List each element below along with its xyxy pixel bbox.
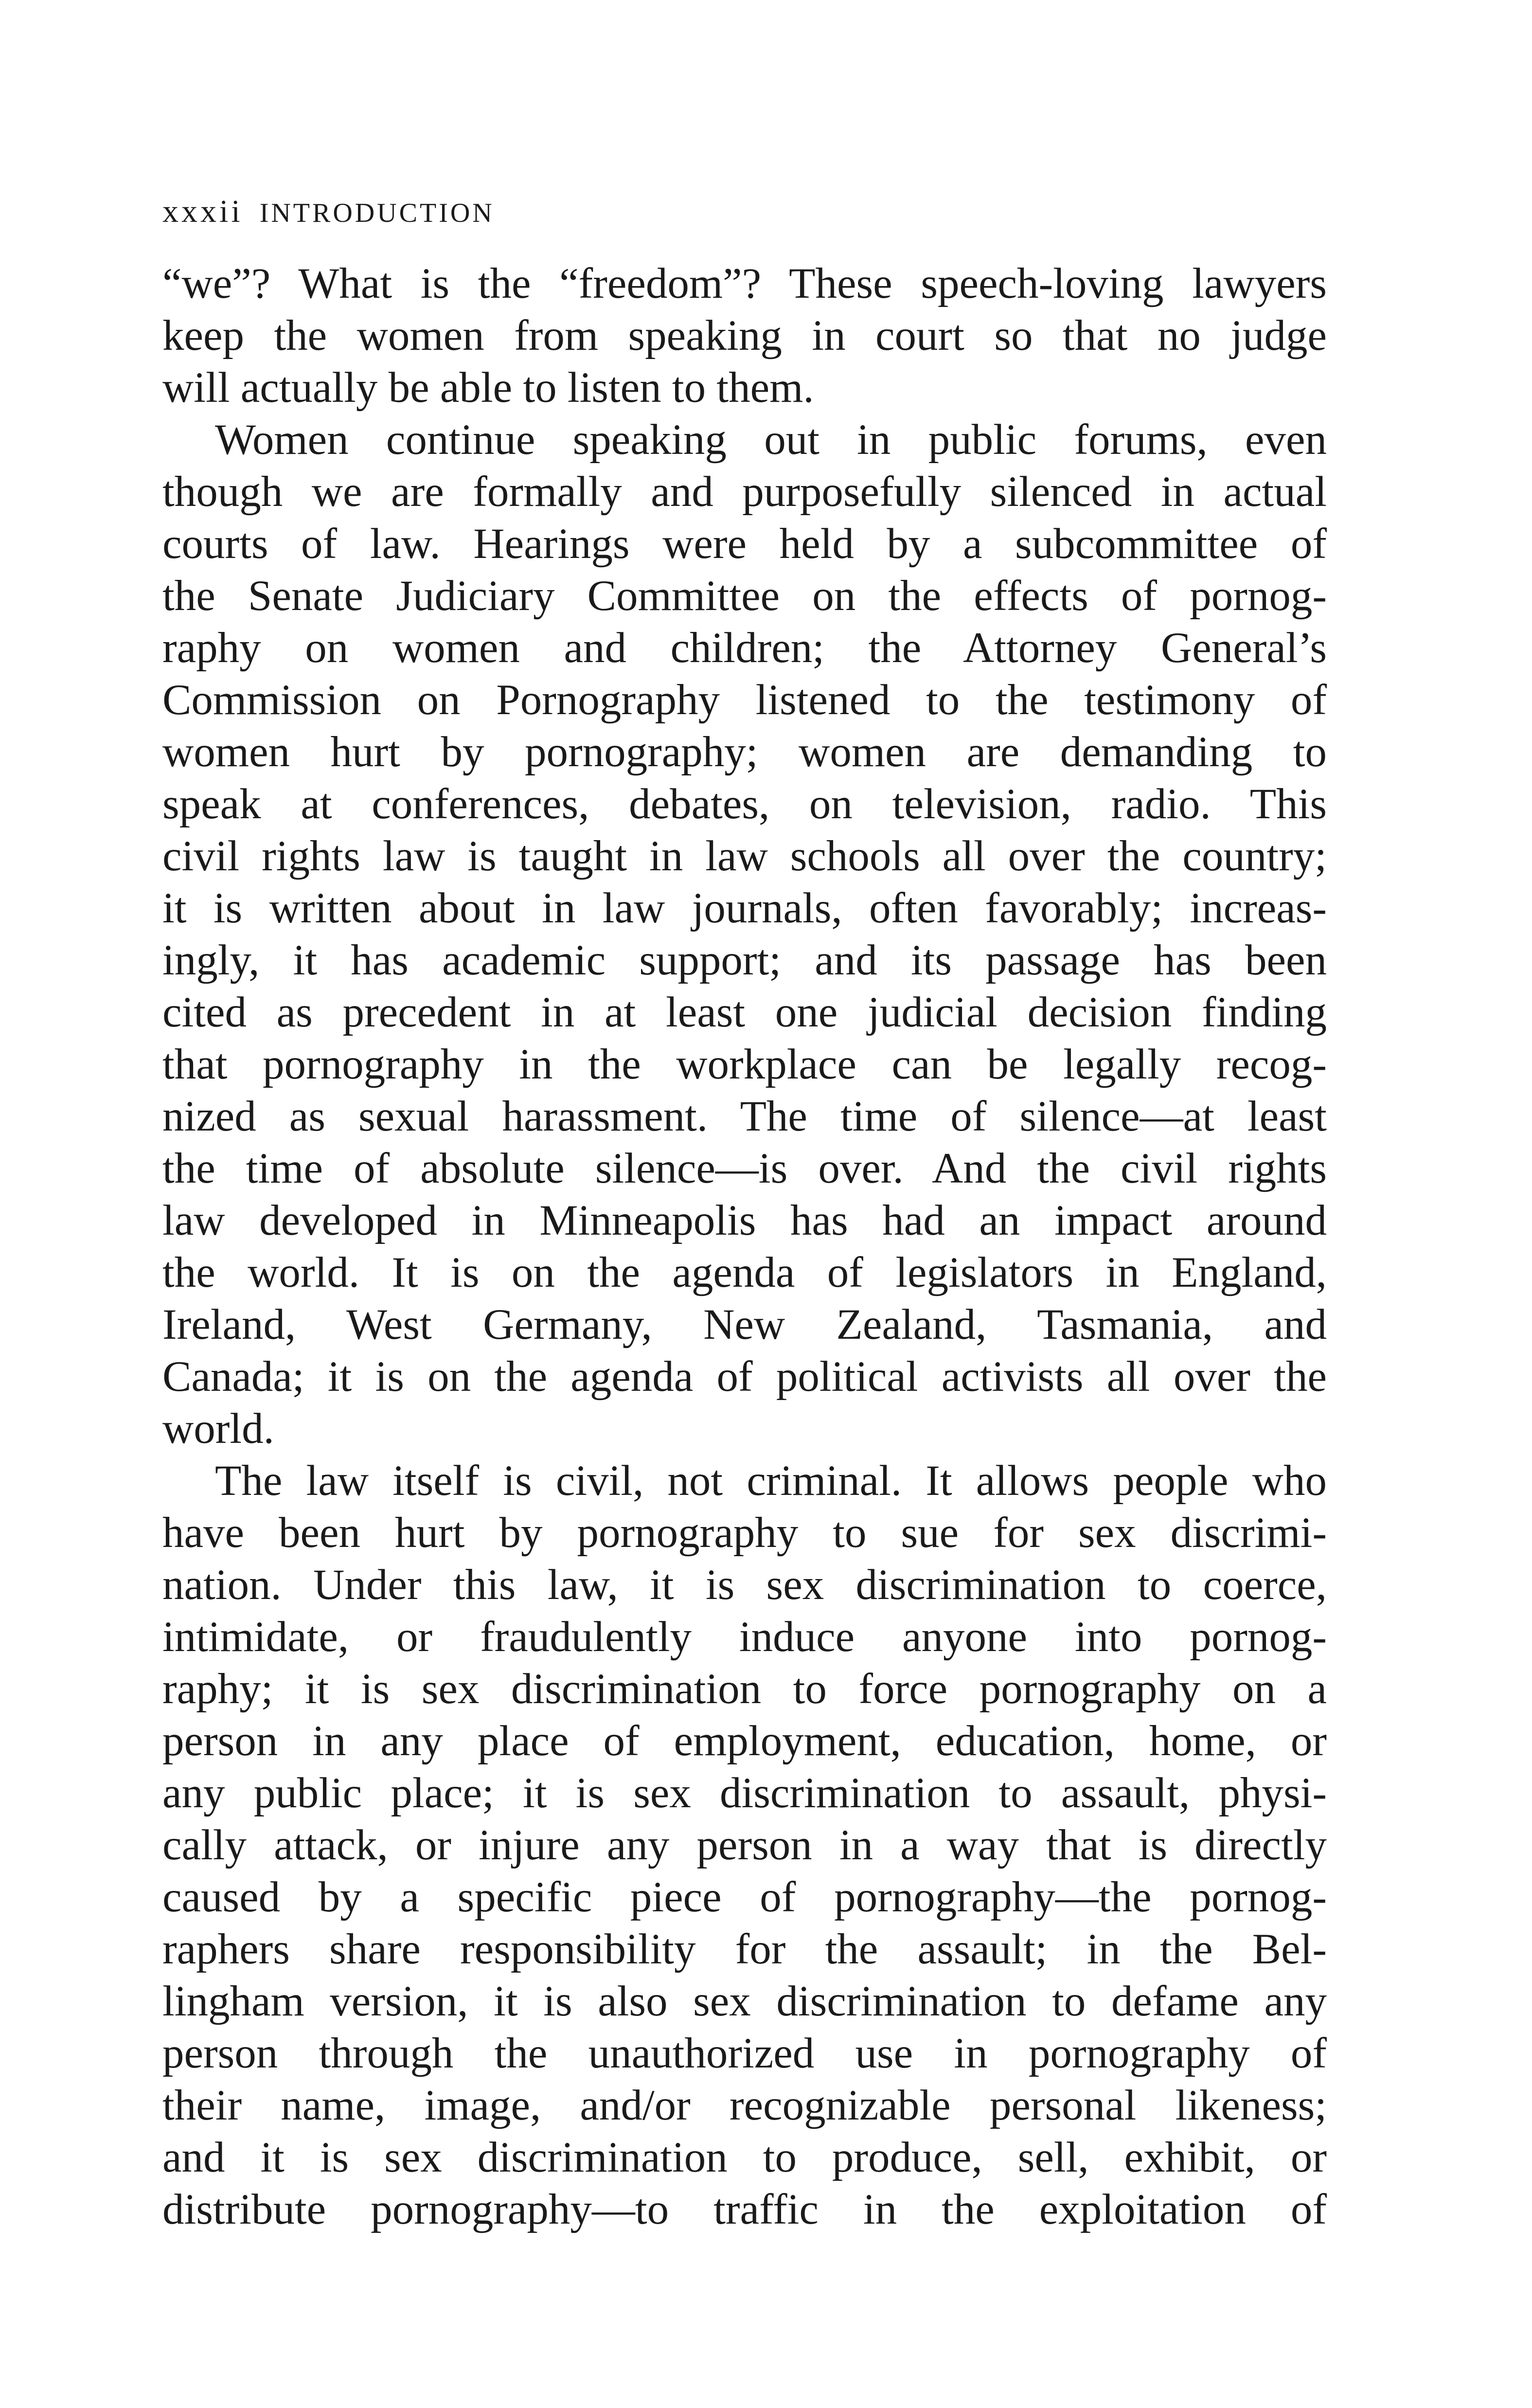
text-line: keep the women from speaking in court so that no judge bbox=[162, 312, 1327, 359]
text-line: cited as precedent in at least one judicial decision finding bbox=[162, 988, 1327, 1036]
text-line: though we are formally and purposefully silenced in actual bbox=[162, 468, 1327, 516]
section-title: INTRODUCTION bbox=[259, 198, 495, 228]
text-line: their name, image, and/or recognizable personal likeness; bbox=[162, 2082, 1327, 2129]
text-line: “we”? What is the “freedom”? These speech-loving lawyers bbox=[162, 260, 1327, 307]
text-line: courts of law. Hearings were held by a subcommittee of bbox=[162, 520, 1327, 568]
text-line: ingly, it has academic support; and its passage has been bbox=[162, 936, 1327, 984]
text-line: raphers share responsibility for the assault; in the Bel- bbox=[162, 1925, 1327, 1973]
text-line: law developed in Minneapolis has had an impact around bbox=[162, 1197, 1327, 1244]
text-line: lingham version, it is also sex discrimination to defame any bbox=[162, 1977, 1327, 2025]
text-line: Commission on Pornography listened to the testimony of bbox=[162, 676, 1327, 724]
text-line: women hurt by pornography; women are demanding to bbox=[162, 728, 1327, 776]
text-line: world. bbox=[162, 1405, 274, 1453]
text-line: any public place; it is sex discrimination to assault, physi- bbox=[162, 1769, 1327, 1817]
body-text bbox=[162, 258, 1327, 2236]
text-line: Canada; it is on the agenda of political activists all over the bbox=[162, 1353, 1327, 1401]
text-line: will actually be able to listen to them. bbox=[162, 364, 814, 412]
text-line: that pornography in the workplace can be legally recog- bbox=[162, 1041, 1327, 1088]
text-line: raphy on women and children; the Attorney General’s bbox=[162, 624, 1327, 672]
text-line: speak at conferences, debates, on television, radio. This bbox=[162, 780, 1327, 828]
text-line: civil rights law is taught in law schools all over the country; bbox=[162, 832, 1327, 880]
text-line: nation. Under this law, it is sex discrimination to coerce, bbox=[162, 1561, 1327, 1609]
text-line: have been hurt by pornography to sue for sex discrimi- bbox=[162, 1509, 1327, 1557]
text-line: it is written about in law journals, often favorably; increas- bbox=[162, 884, 1327, 932]
text-line: raphy; it is sex discrimination to force pornography on a bbox=[162, 1665, 1327, 1713]
text-line: nized as sexual harassment. The time of silence—at least bbox=[162, 1093, 1327, 1140]
text-line: the Senate Judiciary Committee on the effects of pornog- bbox=[162, 572, 1327, 620]
running-head bbox=[162, 192, 495, 233]
text-line: Ireland, West Germany, New Zealand, Tasmania, and bbox=[162, 1301, 1327, 1348]
page-number: xxxii bbox=[162, 194, 243, 229]
text-line: intimidate, or fraudulently induce anyone into pornog- bbox=[162, 1613, 1327, 1661]
text-line: person in any place of employment, education, home, or bbox=[162, 1717, 1327, 1765]
text-line: cally attack, or injure any person in a way that is directly bbox=[162, 1821, 1327, 1869]
text-line: the world. It is on the agenda of legislators in England, bbox=[162, 1249, 1327, 1296]
text-line: and it is sex discrimination to produce, sell, exhibit, or bbox=[162, 2134, 1327, 2181]
text-line: Women continue speaking out in public forums, even bbox=[215, 416, 1327, 464]
text-line: The law itself is civil, not criminal. It allows people who bbox=[215, 1457, 1327, 1505]
text-line: caused by a specific piece of pornography—the pornog- bbox=[162, 1873, 1327, 1921]
text-line: person through the unauthorized use in pornography of bbox=[162, 2030, 1327, 2077]
text-line: the time of absolute silence—is over. And the civil rights bbox=[162, 1145, 1327, 1192]
text-line: distribute pornography—to traffic in the exploitation of bbox=[162, 2186, 1327, 2233]
